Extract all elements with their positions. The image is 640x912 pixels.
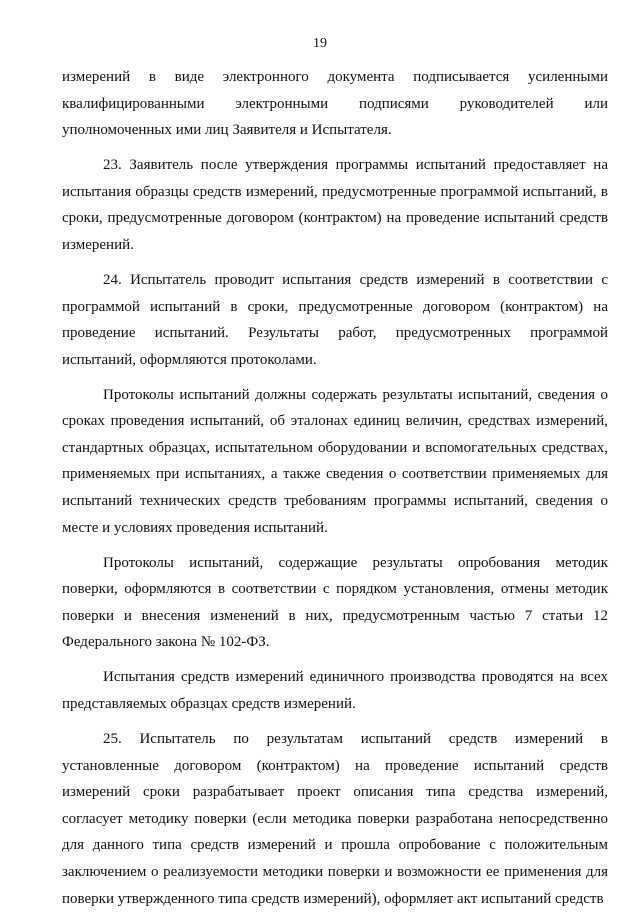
paragraph-24: 24. Испытатель проводит испытания средств измерений в соответствии с программой испытаний в сроки, предусмотренные договором (контрактом) на проведение испытаний. Результаты работ, предусмотренных программой испытаний, оформляются протоколами. bbox=[62, 271, 608, 368]
paragraph-25: 25. Испытатель по результатам испытаний средств измерений в установленные договором (контрактом) на проведение испытаний средств измерений сроки разрабатывает проект описания типа средства измерений, согласует методику поверки (если методика поверки разработана непосредственно для данного типа средств измерений и прошла опробование с положительным заключением о реализуемости методики поверки и возможности ее применения для поверки утвержденного типа средств измерений), оформляет акт испытаний средств bbox=[62, 731, 608, 907]
page-number: 19 bbox=[313, 36, 327, 51]
paragraph-protocol-verification: Протоколы испытаний, содержащие результаты опробования методик поверки, оформляются в соответствии с порядком установления, отмены методик поверки и внесения изменений в них, предусмотренным частью 7 статьи 12 Федерального закона № 102-ФЗ. bbox=[62, 554, 608, 651]
paragraph-protocol-contents: Протоколы испытаний должны содержать результаты испытаний, сведения о сроках проведения испытаний, об эталонах единиц величин, средствах измерений, стандартных образцах, испытательном оборудовании и вспомогательных средствах, применяемых при испытаниях, а также сведения о соответствии применяемых для испытаний технических средств требованиям программы испытаний, сведения о месте и условиях проведения испытаний. bbox=[62, 386, 608, 536]
paragraph-continuation: измерений в виде электронного документа подписывается усиленными квалифицированными электронными подписями руководителей или уполномоченных ими лиц Заявителя и Испытателя. bbox=[62, 69, 608, 139]
document-body bbox=[62, 64, 608, 912]
paragraph-single-production: Испытания средств измерений единичного производства проводятся на всех представляемых образцах средств измерений. bbox=[62, 669, 608, 713]
paragraph-23: 23. Заявитель после утверждения программы испытаний предоставляет на испытания образцы средств измерений, предусмотренные программой испытаний, в сроки, предусмотренные договором (контрактом) на проведение испытаний средств измерений. bbox=[62, 157, 608, 253]
